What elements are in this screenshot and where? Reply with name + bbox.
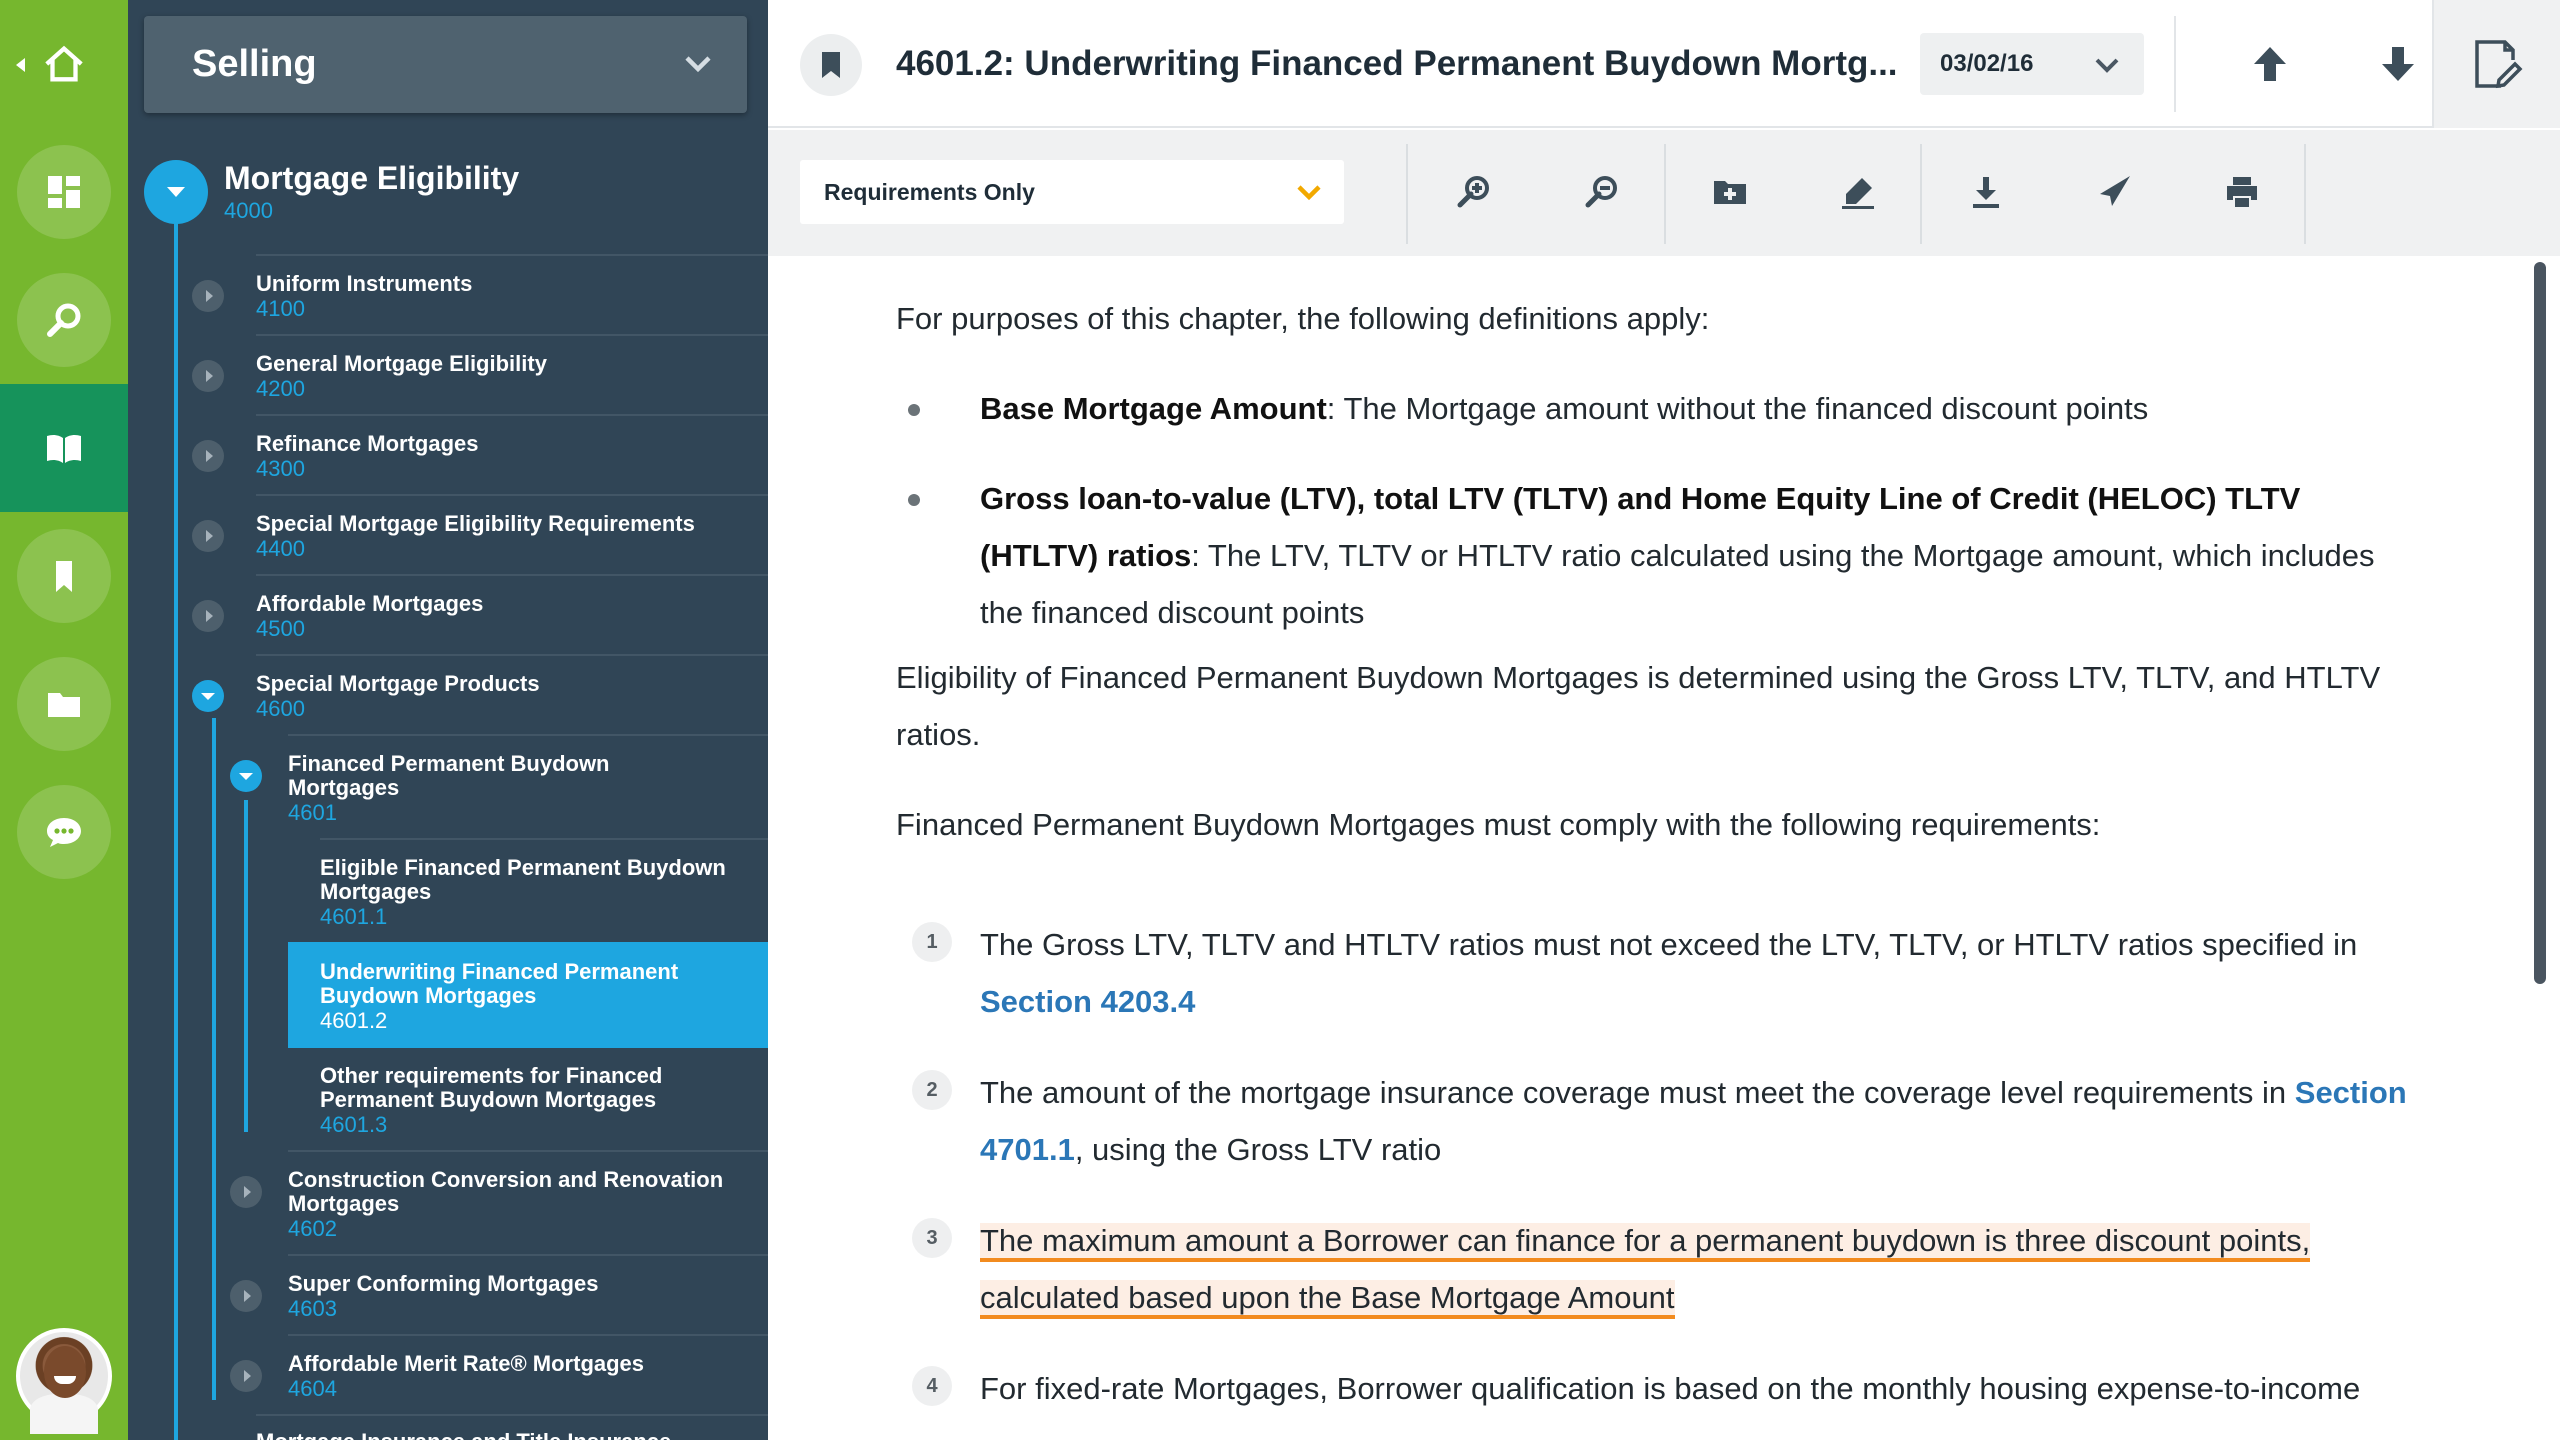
- nav-item-4602[interactable]: [288, 1168, 748, 1242]
- nav-item-4300[interactable]: [256, 432, 479, 482]
- document-content: [768, 256, 2528, 1440]
- dashboard-icon: [44, 172, 84, 212]
- nav-root-number: 4000: [224, 198, 273, 223]
- nav-item-partial[interactable]: [256, 1430, 671, 1454]
- content-filter-value: Requirements Only: [824, 178, 1035, 205]
- book-icon: [44, 428, 84, 468]
- content-filter-select[interactable]: [800, 160, 1344, 224]
- nav-item-number: 4604: [288, 1376, 337, 1401]
- chevron-down-icon: [683, 52, 713, 76]
- version-date-value: 03/02/16: [1940, 50, 2034, 77]
- definition-term: Gross loan-to-value (LTV), total LTV (TLTV) and Home Equity Line of Credit (HELOC) TLTV (HTLTV) ratios: [980, 481, 2301, 573]
- rail-chat-button[interactable]: [0, 768, 128, 896]
- definition-text: : The LTV, TLTV or HTLTV ratio calculated using the Mortgage amount, which includes the financed discount points: [980, 538, 2375, 630]
- nav-item-title: Affordable Mortgages: [256, 591, 484, 616]
- chat-icon: [44, 812, 84, 852]
- nav-item-number: 4100: [256, 296, 305, 321]
- back-arrow-icon: [16, 58, 25, 72]
- guide-navigation: [128, 0, 768, 1454]
- print-button[interactable]: [2210, 160, 2274, 224]
- nav-item-4400[interactable]: [256, 512, 695, 562]
- requirement-number: 4: [912, 1366, 952, 1406]
- definition-2: [980, 470, 2420, 641]
- intro-text: For purposes of this chapter, the following definitions apply:: [896, 301, 1710, 336]
- definition-1: [980, 380, 2420, 437]
- nav-item-number: 4400: [256, 536, 305, 561]
- zoom-out-icon: [1584, 174, 1620, 210]
- nav-item-title: Underwriting Financed Permanent Buydown Mortgages: [320, 959, 679, 1008]
- chevron-down-icon: [2094, 55, 2120, 75]
- section-select-value: Selling: [192, 43, 317, 85]
- nav-item-title: Refinance Mortgages: [256, 431, 479, 456]
- nav-item-title: Affordable Merit Rate® Mortgages: [288, 1351, 645, 1376]
- requirement-text: The maximum amount a Borrower can finance for: [980, 1223, 1669, 1262]
- nav-item-number: 4601.3: [320, 1112, 388, 1137]
- bullet: [908, 494, 920, 506]
- nav-item-4600[interactable]: [256, 672, 540, 722]
- nav-item-4601-1[interactable]: [320, 856, 760, 930]
- nav-item-title: Special Mortgage Products: [256, 671, 540, 696]
- collapse-icon[interactable]: [192, 680, 224, 712]
- arrow-down-icon: [2378, 44, 2418, 84]
- nav-item-number: 4601.1: [320, 904, 388, 929]
- highlighted-text[interactable]: a permanent buydown is three discount points,: [1669, 1223, 2310, 1262]
- highlighted-text[interactable]: calculated based upon the Base Mortgage Amount: [980, 1280, 1675, 1319]
- expand-icon[interactable]: [192, 360, 224, 392]
- home-icon: [41, 41, 87, 87]
- nav-root-title[interactable]: Mortgage Eligibility: [224, 160, 520, 196]
- document-header: [768, 0, 2432, 128]
- zoom-in-button[interactable]: [1442, 160, 1506, 224]
- nav-item-number: 4602: [288, 1216, 337, 1241]
- rail-guide-button[interactable]: [0, 384, 128, 512]
- nav-item-title: General Mortgage Eligibility: [256, 351, 547, 376]
- nav-item-title: Uniform Instruments: [256, 271, 473, 296]
- home-button[interactable]: [0, 0, 128, 128]
- next-section-button[interactable]: [2366, 32, 2430, 96]
- expand-icon[interactable]: [192, 600, 224, 632]
- content-scrollbar[interactable]: [2534, 262, 2546, 984]
- nav-item-number: 4601: [288, 800, 337, 825]
- bookmark-icon: [820, 51, 842, 79]
- expand-icon[interactable]: [230, 1280, 262, 1312]
- add-to-folder-button[interactable]: [1698, 160, 1762, 224]
- notes-panel-button[interactable]: [2432, 0, 2560, 128]
- bookmark-button[interactable]: [800, 34, 862, 96]
- nav-item-4500[interactable]: [256, 592, 483, 642]
- nav-item-4601[interactable]: [288, 752, 648, 826]
- chevron-down-icon: [1296, 182, 1322, 202]
- requirement-number: 2: [912, 1070, 952, 1110]
- requirement-1: [980, 916, 2420, 1030]
- definition-term: Base Mortgage Amount: [980, 391, 1327, 426]
- edit-note-icon: [2471, 36, 2523, 92]
- requirement-text: The amount of the mortgage insurance coverage must meet the coverage level requirements in: [980, 1075, 2295, 1110]
- eligibility-text: Eligibility of Financed Permanent Buydown Mortgages is determined using the Gross LTV, TLTV, and HTLTV ratios.: [896, 660, 2381, 752]
- highlight-button[interactable]: [1826, 160, 1890, 224]
- comply-text: Financed Permanent Buydown Mortgages must comply with the following requirements:: [896, 807, 2101, 842]
- nav-item-number: 4600: [256, 696, 305, 721]
- nav-item-title: Eligible Financed Permanent Buydown Mortgages: [320, 855, 726, 904]
- download-button[interactable]: [1954, 160, 2018, 224]
- nav-item-title: Financed Permanent Buydown Mortgages: [288, 751, 610, 800]
- bookmark-icon: [44, 556, 84, 596]
- expand-icon[interactable]: [192, 280, 224, 312]
- send-button[interactable]: [2082, 160, 2146, 224]
- search-icon: [44, 300, 84, 340]
- arrow-up-icon: [2250, 44, 2290, 84]
- send-icon: [2096, 174, 2132, 210]
- nav-item-number: 4200: [256, 376, 305, 401]
- download-icon: [1968, 174, 2004, 210]
- nav-item-title: Super Conforming Mortgages: [288, 1271, 599, 1296]
- nav-item-4601-2[interactable]: [320, 960, 740, 1034]
- collapse-icon[interactable]: [230, 760, 262, 792]
- requirement-2: [980, 1064, 2420, 1178]
- document-title: 4601.2: Underwriting Financed Permanent Buydown Mortg...: [896, 44, 1898, 83]
- nav-item-number: 4603: [288, 1296, 337, 1321]
- expand-icon[interactable]: [192, 520, 224, 552]
- requirement-4: For fixed-rate Mortgages, Borrower qualification is based on the monthly housing expense-to-income: [980, 1371, 2361, 1406]
- zoom-in-icon: [1456, 174, 1492, 210]
- app-rail: [0, 0, 128, 1440]
- expand-icon[interactable]: [230, 1176, 262, 1208]
- collapse-root-toggle[interactable]: [144, 160, 208, 224]
- section-select[interactable]: [144, 16, 747, 113]
- highlight-icon: [1840, 174, 1876, 210]
- definition-text: : The Mortgage amount without the financed discount points: [1326, 391, 2149, 426]
- print-icon: [2224, 174, 2260, 210]
- bullet: [908, 404, 920, 416]
- add-folder-icon: [1712, 174, 1748, 210]
- nav-item-number: 4500: [256, 616, 305, 641]
- nav-item-4604[interactable]: [288, 1352, 748, 1402]
- nav-item-4100[interactable]: [256, 272, 472, 322]
- nav-item-4601-3[interactable]: [320, 1064, 740, 1138]
- nav-item-4603[interactable]: [288, 1272, 748, 1322]
- section-4203-4-link[interactable]: Section 4203.4: [980, 984, 1196, 1019]
- zoom-out-button[interactable]: [1570, 160, 1634, 224]
- nav-item-title: Mortgage Insurance and Title Insurance: [256, 1429, 672, 1454]
- expand-icon[interactable]: [230, 1360, 262, 1392]
- nav-item-title: Other requirements for Financed Permanent Buydown Mortgages: [320, 1063, 663, 1112]
- previous-section-button[interactable]: [2238, 32, 2302, 96]
- nav-item-title: Construction Conversion and Renovation Mortgages: [288, 1167, 724, 1216]
- rail-search-button[interactable]: [0, 256, 128, 384]
- nav-item-number: 4601.2: [320, 1008, 388, 1033]
- requirement-number: 3: [912, 1218, 952, 1258]
- nav-item-4200[interactable]: [256, 352, 547, 402]
- document-toolbar: [768, 130, 2560, 256]
- requirement-text: The Gross LTV, TLTV and HTLTV ratios must not exceed the LTV, TLTV, or HTLTV ratios specified in: [980, 927, 2358, 962]
- version-date-select[interactable]: [1920, 33, 2144, 95]
- rail-folders-button[interactable]: [0, 640, 128, 768]
- nav-item-title: Special Mortgage Eligibility Requirements: [256, 511, 695, 536]
- requirement-after: , using the Gross LTV ratio: [1074, 1132, 1442, 1167]
- rail-dashboard-button[interactable]: [0, 128, 128, 256]
- requirement-3[interactable]: [980, 1212, 2420, 1326]
- expand-icon[interactable]: [192, 440, 224, 472]
- user-avatar[interactable]: [16, 1328, 112, 1424]
- requirement-number: 1: [912, 922, 952, 962]
- nav-item-number: 4300: [256, 456, 305, 481]
- section-4701-1-link[interactable]: Section 4701.1: [980, 1075, 2407, 1167]
- folder-icon: [44, 684, 84, 724]
- rail-bookmarks-button[interactable]: [0, 512, 128, 640]
